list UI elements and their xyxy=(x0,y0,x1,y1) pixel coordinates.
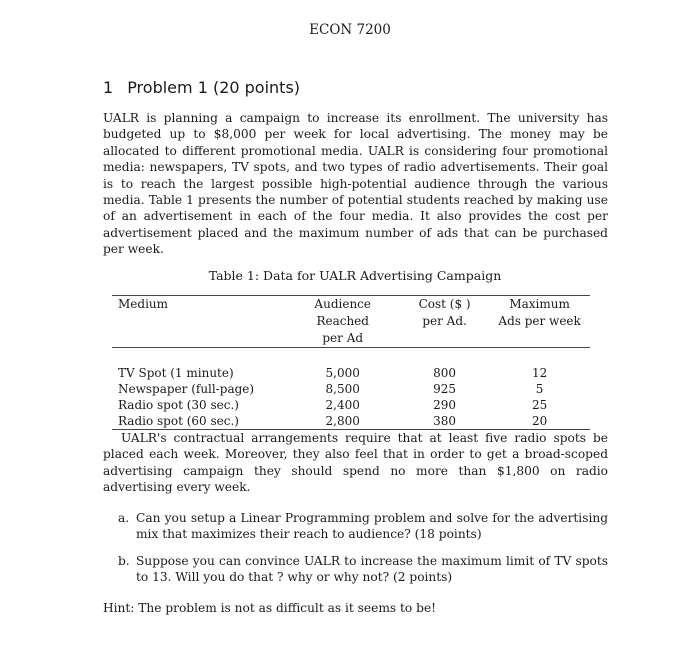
section-title: Problem 1 (20 points) xyxy=(127,78,301,97)
table-row xyxy=(112,381,590,397)
cell-cost: 800 xyxy=(433,366,457,380)
question-label: a. xyxy=(118,511,130,525)
cell-audience: 2,800 xyxy=(325,414,360,428)
question-a xyxy=(118,510,608,543)
cell-audience: 2,400 xyxy=(325,398,360,412)
header-cost: Cost ($ ) per Ad. xyxy=(418,297,471,328)
cell-cost: 380 xyxy=(433,414,457,428)
table-row xyxy=(112,413,590,430)
table-row xyxy=(112,348,590,382)
cell-audience: 5,000 xyxy=(325,366,360,380)
cell-audience: 8,500 xyxy=(325,382,360,396)
cell-medium: Radio spot (60 sec.) xyxy=(118,414,239,428)
cell-medium: TV Spot (1 minute) xyxy=(118,366,234,380)
intro-paragraph: UALR is planning a campaign to increase its enrollment. The university has budgeted up to $8,000 per week for local advertising. The money may be allocated to different promotional media. UALR is considering four promotional media: newspapers, TV spots, and two types of radio advertisements. Their goal is to reach the largest possible high-potential audience through the various media. Table 1 presents the number of potential students reached by making use of an advertisement in each of the four media. It also provides the cost per advertisement placed and the maximum number of ads that can be purchased per week. xyxy=(103,111,608,257)
table-caption: Table 1: Data for UALR Advertising Campaign xyxy=(208,268,502,283)
header-medium: Medium xyxy=(118,297,169,311)
question-b xyxy=(118,553,608,586)
cell-medium: Radio spot (30 sec.) xyxy=(118,398,239,412)
section-heading xyxy=(103,78,300,97)
constraints-paragraph: UALR's contractual arrangements require that at least five radio spots be placed each week. Moreover, they also feel that in order to get a broad-scoped advertising campaign they should spend no more than $1,800 on radio advertising every week. xyxy=(103,431,608,495)
cell-max: 5 xyxy=(535,382,544,396)
question-label: b. xyxy=(118,554,130,568)
table-row xyxy=(112,397,590,413)
table-header-row xyxy=(112,296,590,348)
page-header: ECON 7200 xyxy=(309,22,391,38)
cell-max: 12 xyxy=(531,366,548,380)
cell-max: 25 xyxy=(531,398,548,412)
hint-text: Hint: The problem is not as difficult as it seems to be! xyxy=(103,601,437,615)
cell-max: 20 xyxy=(531,414,548,428)
data-table xyxy=(112,295,590,430)
section-number: 1 xyxy=(103,78,114,97)
cell-medium: Newspaper (full-page) xyxy=(118,382,255,396)
cell-cost: 290 xyxy=(433,398,457,412)
header-max-ads: Maximum Ads per week xyxy=(498,297,581,328)
question-text: Can you setup a Linear Programming problem and solve for the advertising mix that maximizes their reach to audience? (18 points) xyxy=(136,511,608,542)
question-text: Suppose you can convince UALR to increase the maximum limit of TV spots to 13. Will you do that ? why or why not? (2 points) xyxy=(136,554,608,585)
header-audience: Audience Reached per Ad xyxy=(314,297,371,345)
cell-cost: 925 xyxy=(433,382,457,396)
